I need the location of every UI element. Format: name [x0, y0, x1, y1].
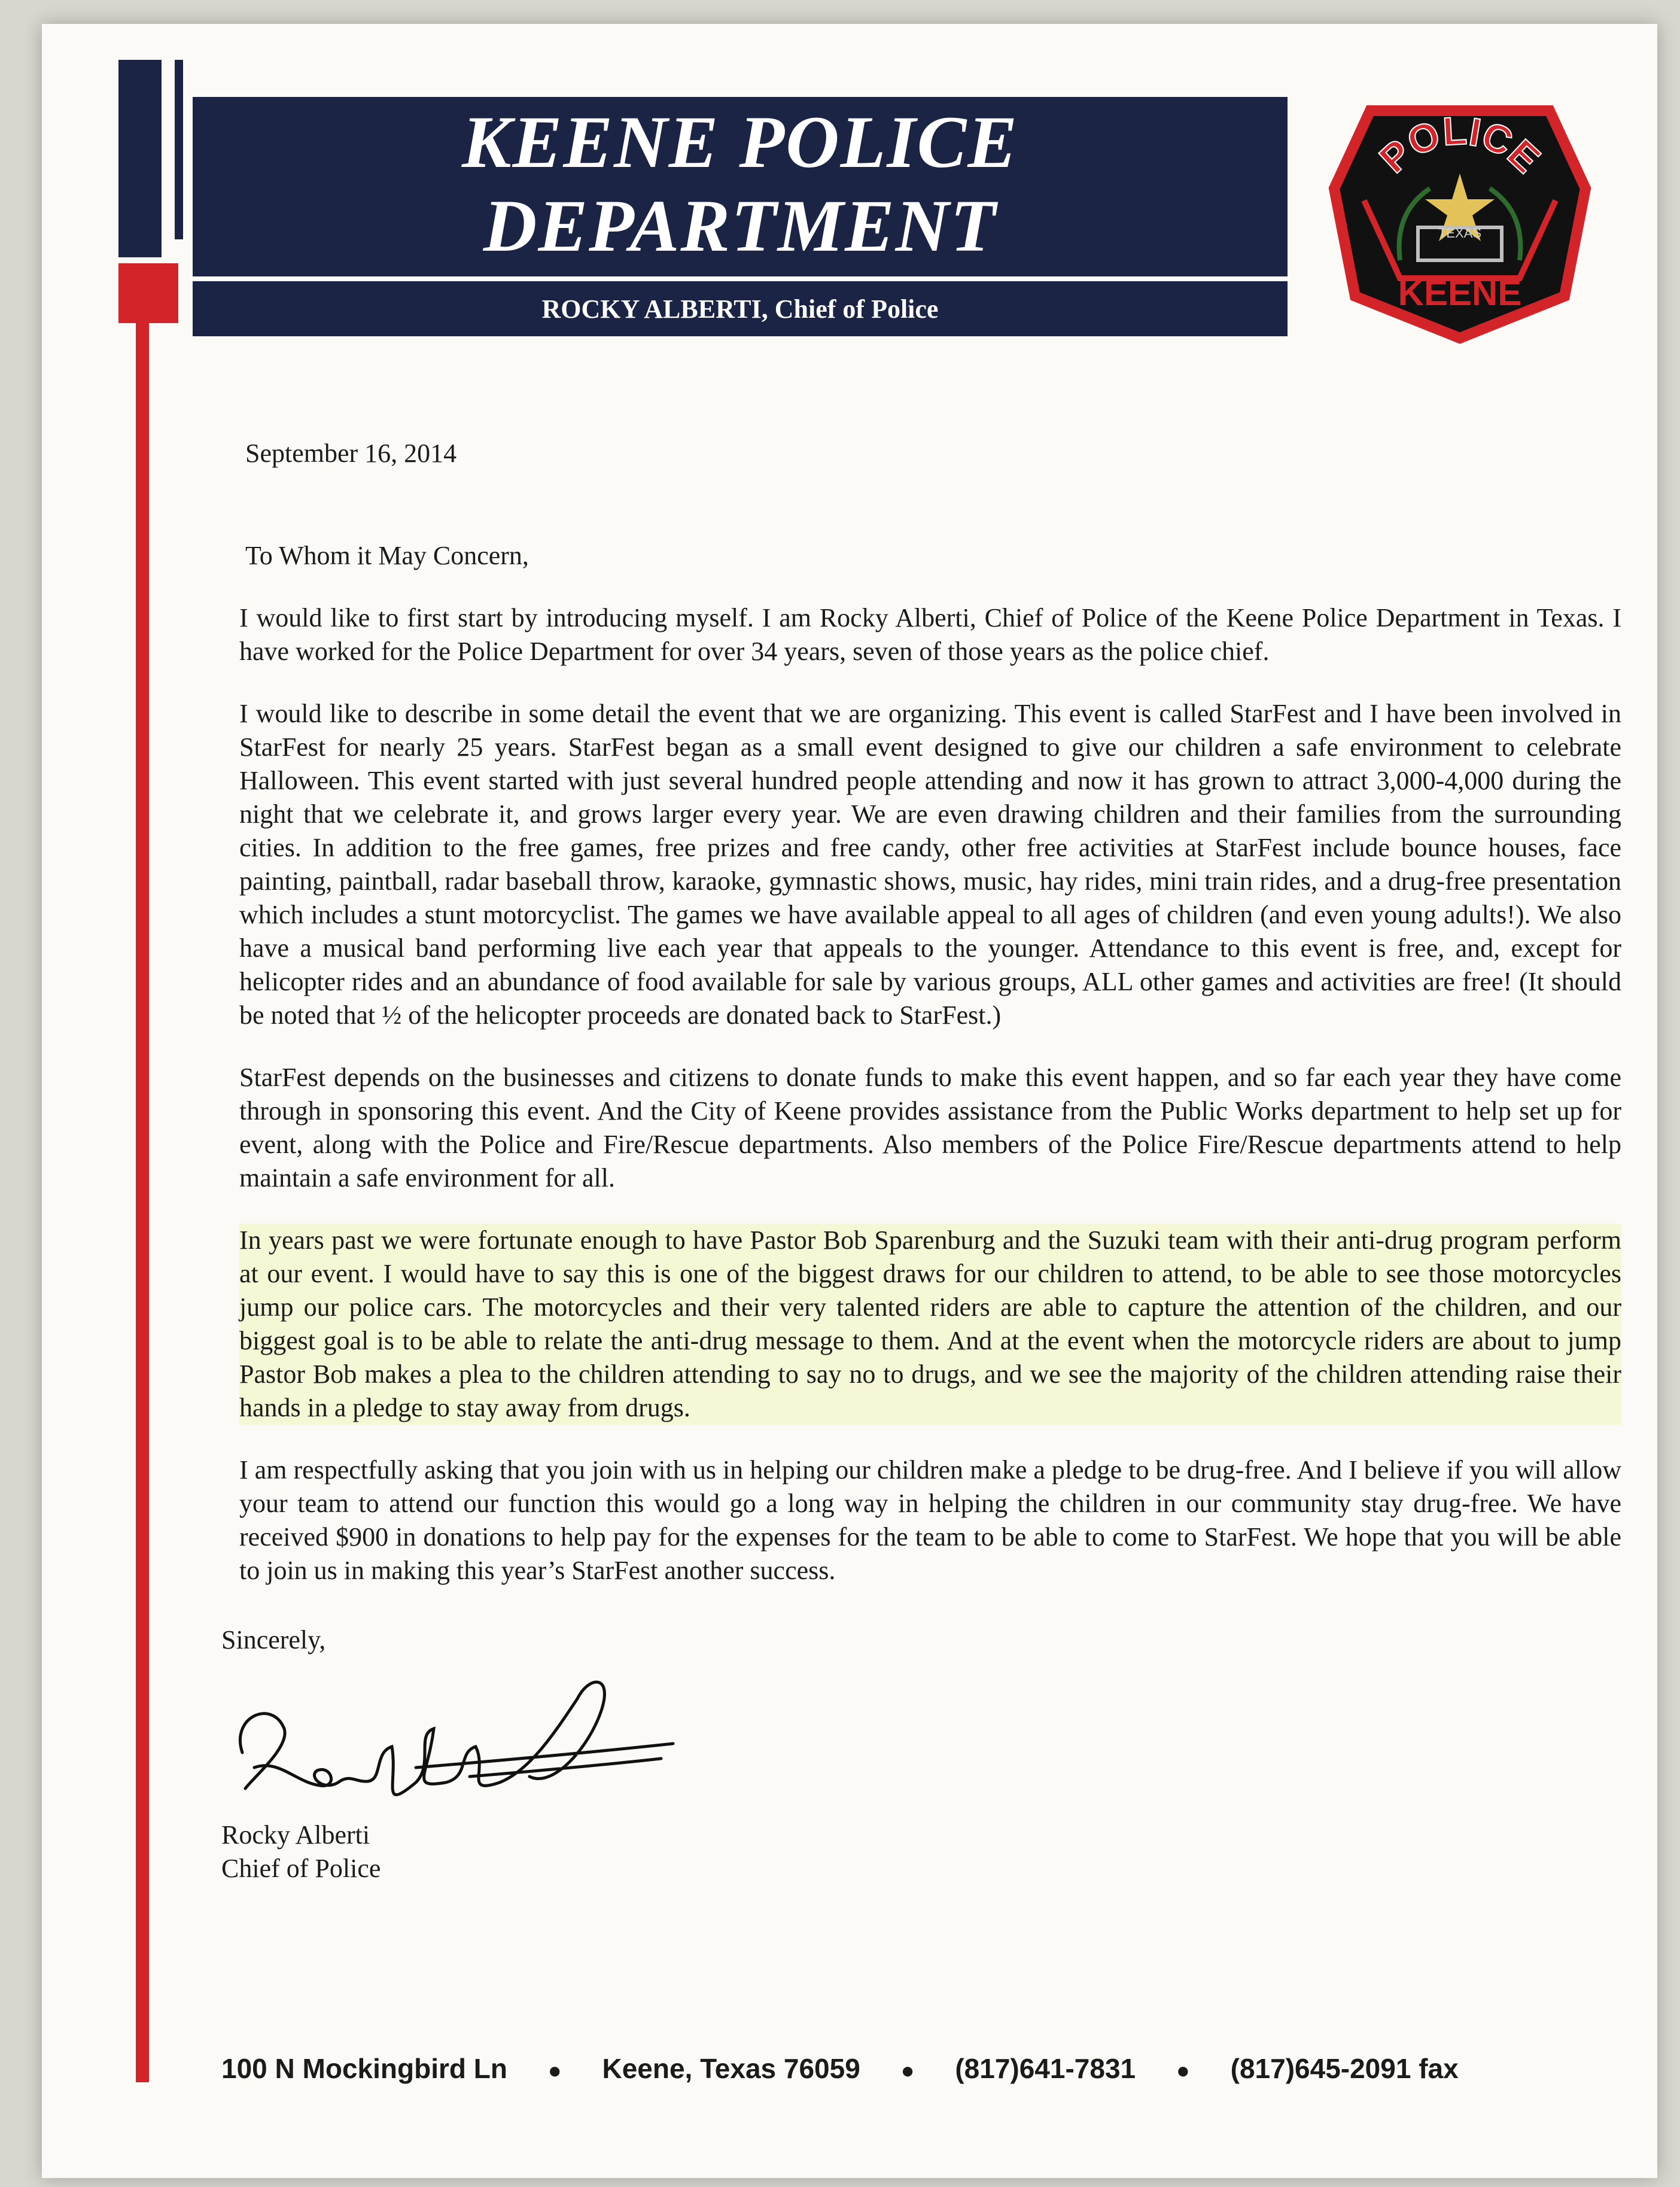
footer-city: Keene, Texas 76059 [602, 2053, 860, 2084]
svg-text:POLICE: POLICE [1371, 108, 1549, 181]
svg-text:TEXAS: TEXAS [1438, 226, 1482, 241]
footer-address: 100 N Mockingbird Ln [221, 2053, 507, 2084]
letter-paragraph-program: In years past we were fortunate enough to have Pastor Bob Sparenburg and the Suzuki team with their anti-drug program perform at our event. I would have to say this is one of the biggest draws for our children to attend, to be able to see those motorcycles jump our police cars. The motorcycles and their very talented riders are able to capture the attention of the children, and our biggest goal is to be able to relate the anti-drug message to them. And at the event when the motorcycle riders are about to jump Pastor Bob makes a plea to the children attending to say no to drugs, and we see the majority of the children attending raise their hands in a pledge to stay away from drugs. [239, 1224, 1621, 1425]
signer-name: Rocky Alberti [221, 1820, 370, 1850]
letterhead-title-line2: DEPARTMENT [483, 185, 997, 267]
letter-paragraph-intro: I would like to first start by introducing myself. I am Rocky Alberti, Chief of Police of the Keene Police Department in Texas. I have worked for the Police Department for over 34 years, seven of those years as the police chief. [239, 603, 1621, 666]
police-badge-logo [1328, 99, 1591, 344]
letter-salutation: To Whom it May Concern, [245, 541, 529, 570]
signer-title: Chief of Police [221, 1854, 381, 1883]
letter-footer [221, 2052, 1597, 2085]
svg-text:KEENE: KEENE [1398, 273, 1522, 313]
footer-separator: ● [1176, 2058, 1190, 2083]
handwritten-signature [218, 1663, 685, 1818]
letterhead-navy-rule [175, 60, 183, 239]
letter-body [221, 407, 1621, 1885]
letterhead-title-box [193, 97, 1288, 282]
footer-separator: ● [547, 2058, 562, 2083]
letter-page [42, 24, 1657, 2178]
letterhead-chief-line: ROCKY ALBERTI, Chief of Police [193, 282, 1288, 336]
footer-phone: (817)641-7831 [955, 2053, 1136, 2084]
letter-date: September 16, 2014 [245, 439, 457, 468]
footer-fax: (817)645-2091 fax [1230, 2053, 1459, 2084]
letter-paragraph-event: I would like to describe in some detail the event that we are organizing. This event is called StarFest and I have been involved in StarFest for nearly 25 years. StarFest began as a small event designed to give our children a safe environment to celebrate Halloween. This event started with just several hundred people attending and now it has grown to attract 3,000-4,000 during the night that we celebrate it, and grows larger every year. We are even drawing children and their families from the surrounding cities. In addition to the free games, free prizes and free candy, other free activities at StarFest include bounce houses, face painting, paintball, radar baseball throw, karaoke, gymnastic shows, music, hay rides, mini train rides, and a drug-free presentation which includes a stunt motorcyclist. The games we have available appeal to all ages of children (and even young adults!). We also have a musical band performing live each year that appeals to the younger. Attendance to this event is free, and, except for helicopter rides and an abundance of food available for sale by various groups, ALL other games and activities are free! (It should be noted that ½ of the helicopter proceeds are donated back to StarFest.) [239, 699, 1621, 1030]
letter-paragraph-funding: StarFest depends on the businesses and citizens to donate funds to make this event happen, and so far each year they have come through in sponsoring this event. And the City of Keene provides assistance from the Public Works department to help set up for event, along with the Police and Fire/Rescue departments. Also members of the Police Fire/Rescue departments attend to help maintain a safe environment for all. [239, 1063, 1621, 1193]
letterhead-red-rule [136, 263, 149, 2082]
footer-separator: ● [900, 2058, 915, 2083]
letterhead-title-line1: KEENE POLICE [461, 101, 1019, 183]
letterhead-navy-block [118, 60, 162, 257]
letter-paragraph-request: I am respectfully asking that you join with us in helping our children make a pledge to be drug-free. And I believe if you will allow your team to attend our function this would go a long way in helping the children in our community stay drug-free. We have received $900 in donations to help pay for the expenses for the team to be able to come to StarFest. We hope that you will be able to join us in making this year’s StarFest another success. [239, 1455, 1621, 1585]
letterhead-divider [193, 276, 1288, 281]
letter-closing: Sincerely, [221, 1625, 326, 1654]
